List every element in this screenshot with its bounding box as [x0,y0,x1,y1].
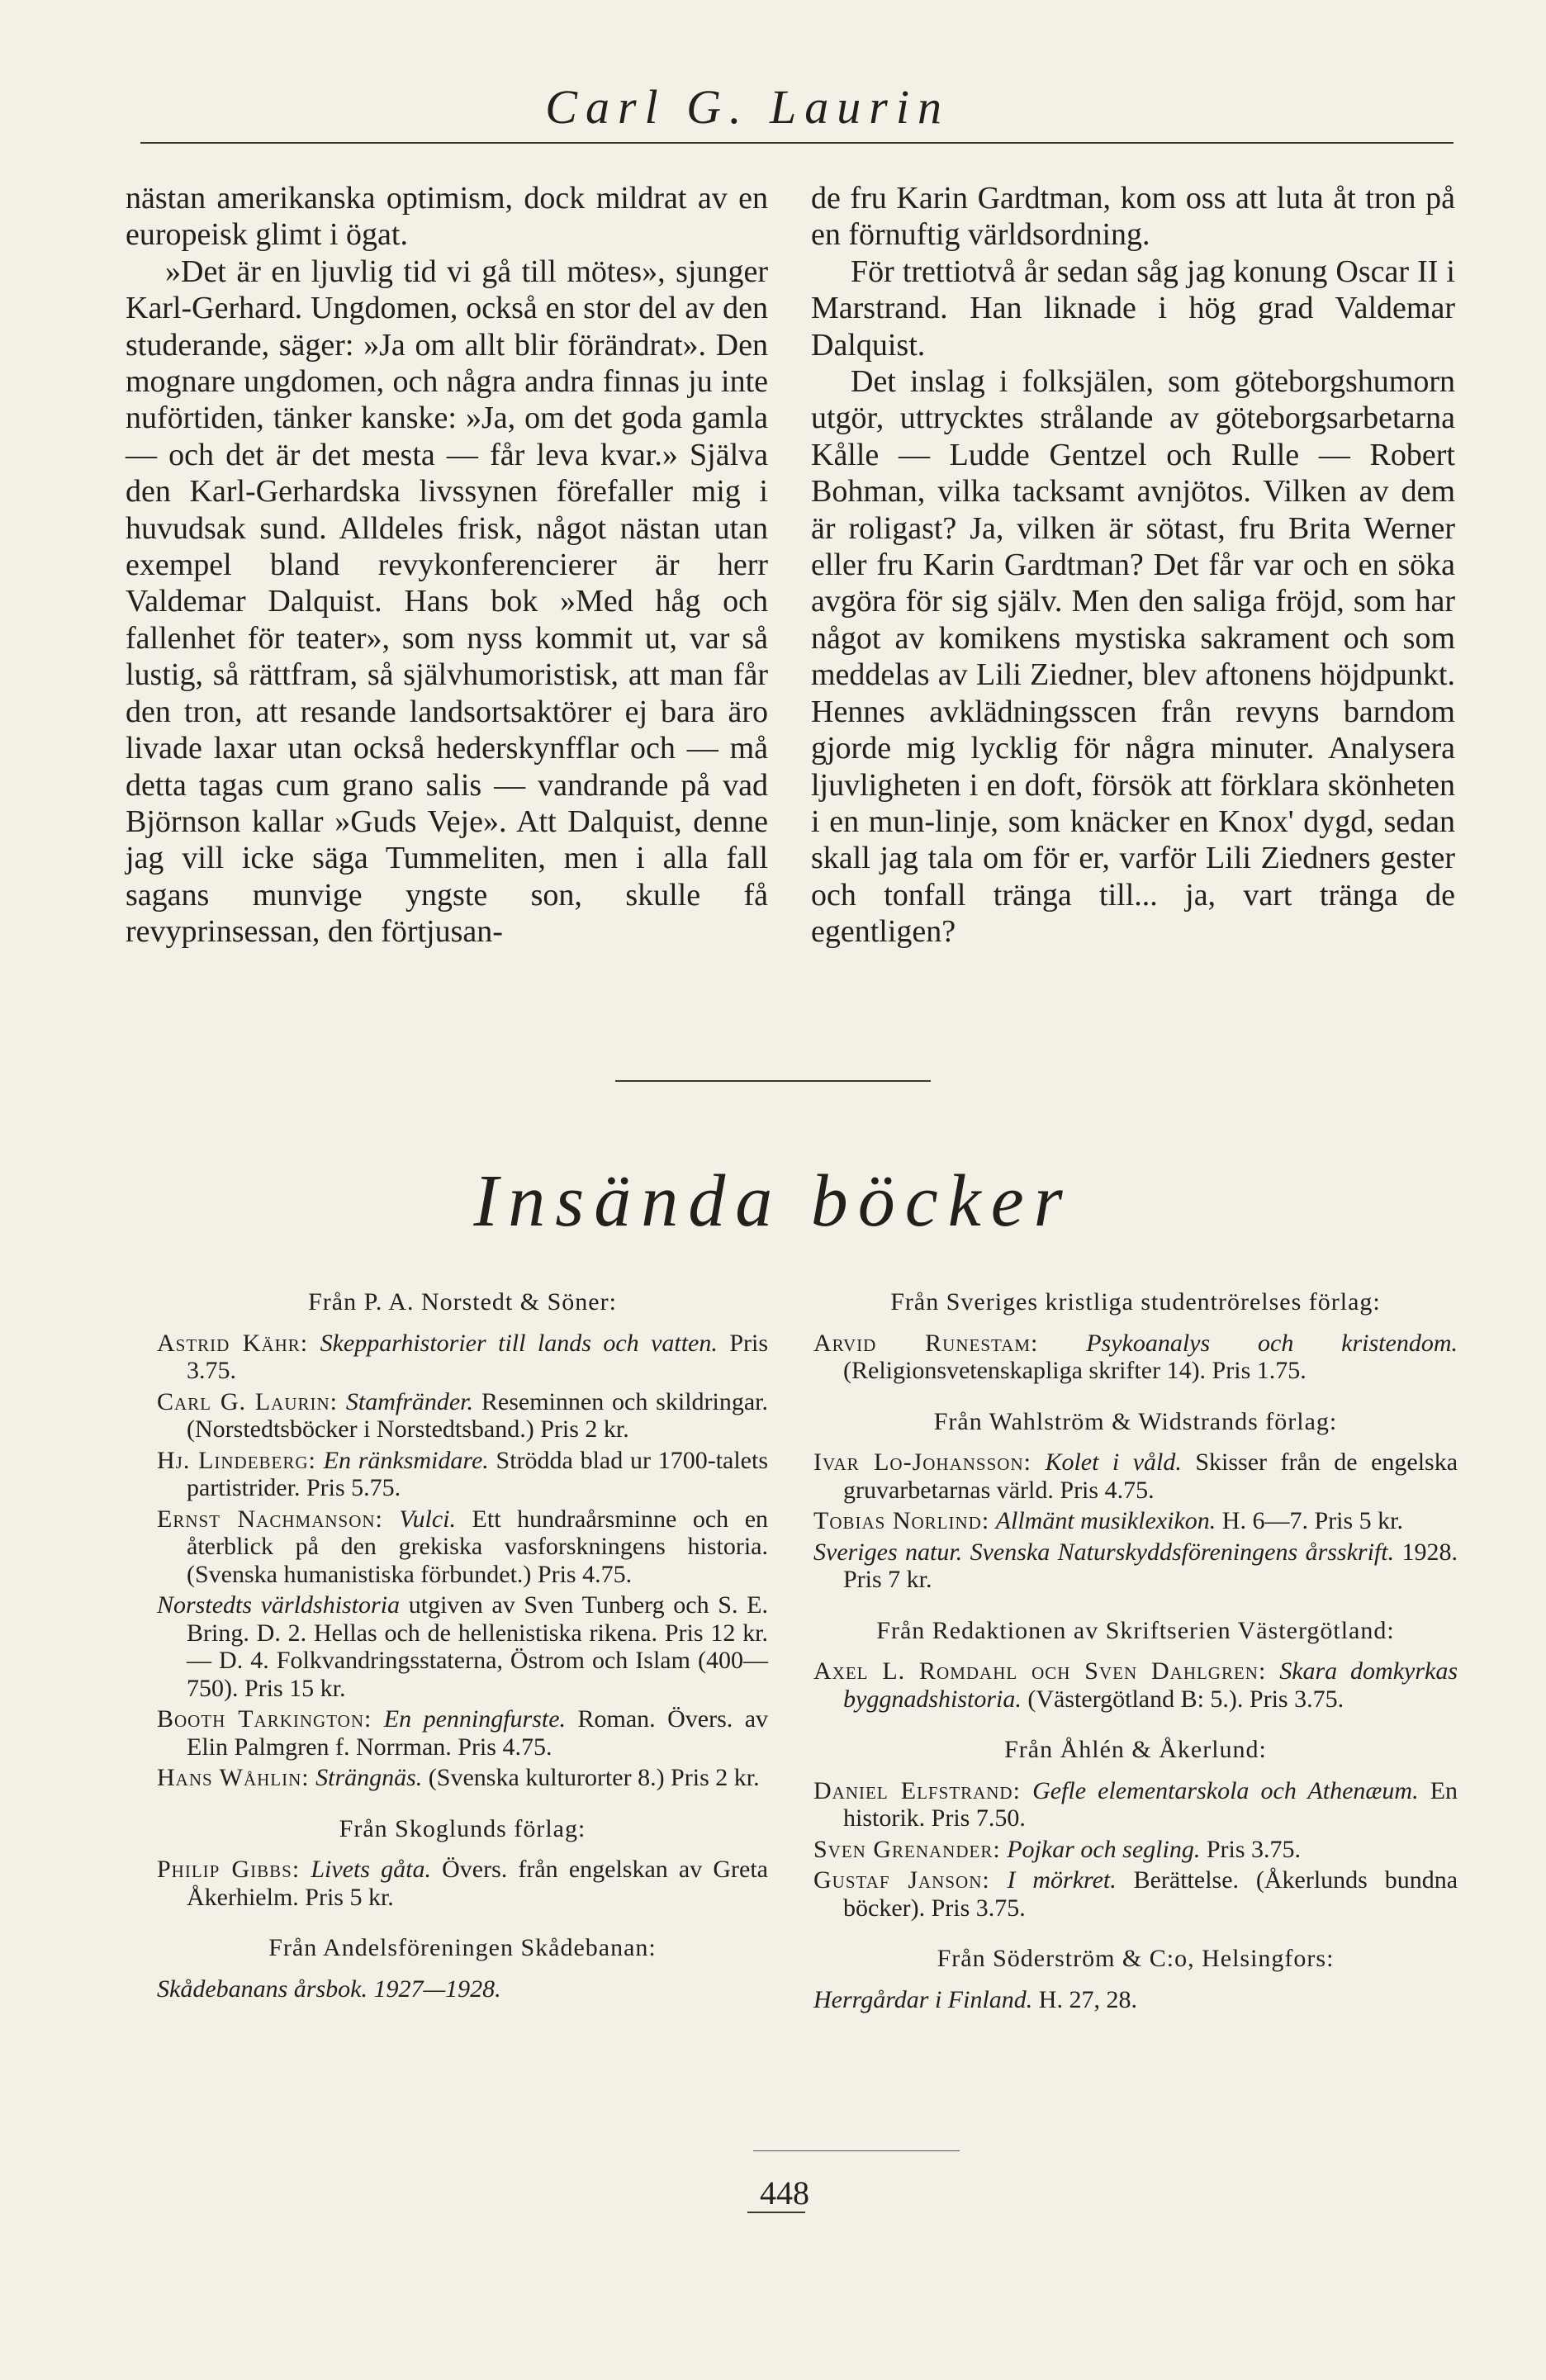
book-entry: Gustaf Janson: I mörkret. Berättelse. (Åkerlunds bundna böcker). Pris 3.75. [813,1866,1458,1922]
publisher-heading: Från Redaktionen av Skriftserien Västergötland: [876,1616,1395,1644]
publisher-heading: Från P. A. Norstedt & Söner: [308,1288,617,1316]
page-number-rule [747,2212,805,2213]
book-entry: Ivar Lo-Johansson: Kolet i våld. Skisser från de engelska gruvarbetarnas värld. Pris 4.75. [813,1448,1458,1504]
book-list-left [157,1288,768,2006]
publisher-heading: Från Sveriges kristliga studentrörelses förlag: [890,1288,1381,1316]
book-entry: Ernst Nachmanson: Vulci. Ett hundraårsminne och en återblick på den grekiska vasforskningens historia. (Svenska humanistiska förbundet.) Pris 4.75. [157,1505,769,1588]
book-entry: Astrid Kähr: Skepparhistorier till lands och vatten. Pris 3.75. [157,1329,769,1384]
paragraph: För trettiotvå år sedan såg jag konung Oscar II i Marstrand. Han liknade i hög grad Valdemar Dalquist. [811,254,1455,363]
book-entry: Booth Tarkington: En penningfurste. Roman. Övers. av Elin Palmgren f. Norrman. Pris 4.75. [157,1705,769,1761]
section-title: Insända böcker [473,1160,1073,1242]
paragraph: nästan amerikanska optimism, dock mildrat av en europeisk glimt i ögat. [126,181,768,253]
publisher-heading: Från Wahlström & Widstrands förlag: [933,1407,1338,1435]
book-entry: Carl G. Laurin: Stamfränder. Reseminnen och skildringar. (Norstedtsböcker i Norstedtsband.) Pris 2 kr. [157,1387,769,1443]
article-column-right [811,180,1455,951]
book-entry: Skådebanans årsbok. 1927—1928. [157,1975,501,2003]
running-header: Carl G. Laurin [545,80,950,134]
book-entry: Axel L. Romdahl och Sven Dahlgren: Skara domkyrkas byggnadshistoria. (Västergötland B: 5.). Pris 3.75. [813,1657,1458,1713]
book-entry: Sven Grenander: Pojkar och segling. Pris 3.75. [813,1835,1302,1863]
book-entry: Herrgårdar i Finland. H. 27, 28. [813,1985,1137,2013]
publisher-heading: Från Åhlén & Åkerlund: [1004,1736,1267,1763]
paragraph: de fru Karin Gardtman, kom oss att luta åt tron på en förnuftig världsordning. [811,181,1455,253]
book-entry: Hj. Lindeberg: En ränksmidare. Strödda blad ur 1700-talets partistrider. Pris 5.75. [157,1446,769,1501]
book-list-right [813,1288,1458,2017]
section-divider [615,1080,931,1082]
book-entry: Philip Gibbs: Livets gåta. Övers. från engelskan av Greta Åkerhielm. Pris 5 kr. [157,1856,768,1911]
book-entry: Hans Wåhlin: Strängnäs. (Svenska kulturorter 8.) Pris 2 kr. [157,1764,760,1791]
book-entry: Daniel Elfstrand: Gefle elementarskola och Athenæum. En historik. Pris 7.50. [813,1776,1458,1832]
book-entry: Arvid Runestam: Psykoanalys och kristendom. (Religionsvetenskapliga skrifter 14). Pris 1.75. [813,1329,1458,1384]
page-number: 448 [760,2174,809,2212]
publisher-heading: Från Söderström & C:o, Helsingfors: [937,1945,1335,1972]
book-entry: Norstedts världshistoria utgiven av Sven Tunberg och S. E. Bring. D. 2. Hellas och de hellenistiska rikena. Pris 12 kr. — D. 4. Folkvandringsstaterna, Östrom och Islam (400—750). Pris 15 kr. [157,1591,768,1702]
publisher-heading: Från Skoglunds förlag: [339,1814,586,1842]
paragraph: Det inslag i folksjälen, som göteborgshumorn utgör, uttrycktes strålande av göteborgsarbetarna Kålle — Ludde Gentzel och Rulle — Robert Bohman, vilka tacksamt avnjötos. Vilken av dem är roligast? Ja, vilken är sötast, fru Brita Werner eller fru Karin Gardtman? Det får var och en söka avgöra för sig själv. Men den saliga fröjd, som har något av komikens mystiska sakrament och som meddelas av Lili Ziedner, blev aftonens höjdpunkt. Hennes avklädningsscen från revyns barndom gjorde mig lycklig för några minuter. Analysera ljuvligheten i en doft, försök att förklara skönheten i en mun-linje, som knäcker en Knox' dygd, sedan skall jag tala om för er, varför Lili Ziedners gester och tonfall tränga till... ja, vart tränga de egentligen? [811,364,1455,950]
book-entry: Tobias Norlind: Allmänt musiklexikon. H. 6—7. Pris 5 kr. [813,1507,1403,1534]
book-entry: Sveriges natur. Svenska Naturskyddsföreningens årsskrift. 1928. Pris 7 kr. [813,1538,1458,1593]
article-column-left [126,180,768,951]
header-rule [140,142,1454,144]
publisher-heading: Från Andelsföreningen Skådebanan: [268,1934,657,1961]
paragraph: »Det är en ljuvlig tid vi gå till mötes», sjunger Karl-Gerhard. Ungdomen, också en stor del av den studerande, säger: »Ja om allt blir förändrat». Den mognare ungdomen, och några andra finnas ju inte nuförtiden, tänker kanske: »Ja, om det goda gamla — och det är det mesta — får leva kvar.» Själva den Karl-Gerhardska livssynen förefaller mig i huvudsak sund. Alldeles frisk, något nästan utan exempel bland revykonferencierer är herr Valdemar Dalquist. Hans bok »Med håg och fallenhet för teater», som nyss kommit ut, var så lustig, så rättfram, så självhumoristisk, att man får den tron, att resande landsortsaktörer ej bara äro livade laxar utan också hederskynfflar och — må detta tagas cum grano salis — vandrande på vad Björnson kallar »Guds Veje». Att Dalquist, denne jag vill icke säga Tummeliten, men i alla fall sagans munvige yngste son, skulle få revyprinsessan, den förtjusan- [126,254,768,950]
footer-rule [753,2150,960,2151]
